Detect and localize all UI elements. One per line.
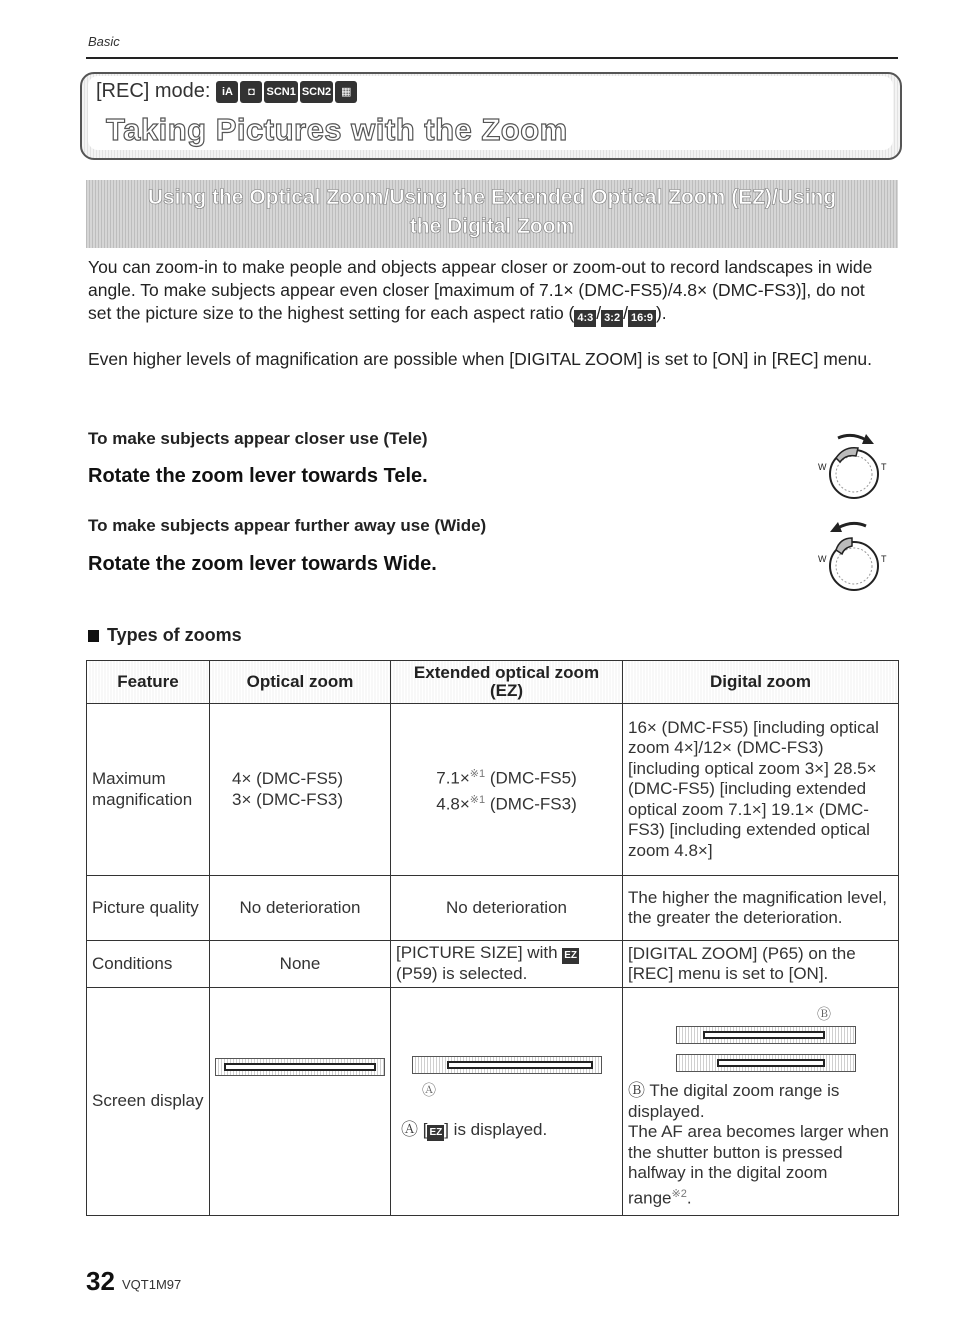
bullet-square-icon bbox=[88, 630, 99, 642]
cell-ez: No deterioration bbox=[391, 876, 623, 941]
cell-ez bbox=[391, 988, 623, 1216]
cell-optical bbox=[210, 988, 391, 1216]
table-row-picture-quality bbox=[87, 876, 899, 941]
table-row-screen-display bbox=[87, 988, 899, 1216]
digital-note-b: Ⓑ The digital zoom range is displayed. bbox=[628, 1081, 840, 1121]
cell-digital bbox=[623, 988, 899, 1216]
optical-zoom-bar bbox=[215, 1058, 385, 1076]
cell-optical: None bbox=[210, 941, 391, 988]
section-label: Basic bbox=[88, 34, 120, 49]
zoom-types-table bbox=[86, 660, 899, 1216]
ez-caption: Ⓐ [ EZ ] is displayed. bbox=[401, 1119, 548, 1139]
cell-feature: Conditions bbox=[87, 941, 210, 988]
header-feature: Feature bbox=[87, 661, 210, 704]
scene1-icon: SCN1 bbox=[264, 81, 297, 103]
section-banner-text bbox=[86, 183, 898, 241]
ez-icon: EZ bbox=[427, 1125, 444, 1141]
ez-zoom-bar bbox=[412, 1056, 602, 1074]
aspect-4-3-icon: 4:3 bbox=[574, 310, 596, 327]
ez-icon: EZ bbox=[562, 948, 579, 964]
zoom-lever-wide-icon bbox=[808, 518, 888, 598]
marker-a: Ⓐ bbox=[422, 1081, 436, 1098]
table-row-max-magnification bbox=[87, 704, 899, 876]
scene2-icon: SCN2 bbox=[300, 81, 333, 103]
table-row-conditions bbox=[87, 941, 899, 988]
types-heading: Types of zooms bbox=[88, 625, 242, 646]
digital-zoom-bar-top bbox=[676, 1026, 856, 1044]
page-number: 32 bbox=[86, 1266, 115, 1296]
header-digital: Digital zoom bbox=[623, 661, 899, 704]
intro-paragraph-2: Even higher levels of magnification are possible when [DIGITAL ZOOM] is set to [ON] in [REC] menu. bbox=[88, 349, 872, 369]
header-ez: Extended optical zoom (EZ) bbox=[391, 661, 623, 704]
lever-t-label: T bbox=[881, 554, 887, 564]
cell-ez: [PICTURE SIZE] with EZ (P59) is selected. bbox=[391, 941, 623, 988]
lever-w-label: W bbox=[818, 462, 827, 472]
cell-feature: Picture quality bbox=[87, 876, 210, 941]
cell-feature: Maximum magnification bbox=[87, 704, 210, 876]
header-rule bbox=[86, 57, 898, 59]
aspect-3-2-icon: 3:2 bbox=[601, 310, 623, 327]
tele-subhead: To make subjects appear closer use (Tele) bbox=[88, 429, 428, 448]
cell-digital: 16× (DMC-FS5) [including optical zoom 4×]/12× (DMC-FS3) [including optical zoom 3×] 28.5× (DMC-FS5) [including extended optical zoom 7.1×] 19.1× (DMC-FS3) [including extended optical zoom 4.8×] bbox=[623, 704, 899, 876]
motion-picture-icon: ▦ bbox=[335, 81, 357, 103]
digital-zoom-bar-bottom bbox=[676, 1054, 856, 1072]
lever-w-label: W bbox=[818, 554, 827, 564]
page-title: Taking Pictures with the Zoom bbox=[106, 112, 568, 147]
cell-digital: The higher the magnification level, the greater the deterioration. bbox=[623, 876, 899, 941]
rec-mode-row bbox=[96, 80, 357, 103]
banner-line-1: Using the Optical Zoom/Using the Extended Optical Zoom (EZ)/Using bbox=[147, 186, 837, 209]
wide-subhead: To make subjects appear further away use (Wide) bbox=[88, 516, 487, 535]
camera-mode-icon: ◘ bbox=[240, 81, 262, 103]
intro-paragraph-1: You can zoom-in to make people and objects appear closer or zoom-out to record landscapes in wide angle. To make subjects appear even closer [maximum of 7.1× (DMC-FS5)/4.8× (DMC-FS3)], do not set the picture size to the highest setting for each aspect ratio ( 4:3 / 3:2 / 16:9 ). bbox=[88, 256, 888, 327]
cell-optical: 4× (DMC-FS5) 3× (DMC-FS3) bbox=[210, 704, 391, 876]
table-header-row bbox=[87, 661, 899, 704]
cell-digital: [DIGITAL ZOOM] (P65) on the [REC] menu is set to [ON]. bbox=[623, 941, 899, 988]
aspect-16-9-icon: 16:9 bbox=[628, 310, 656, 327]
zoom-lever-tele-icon bbox=[808, 430, 888, 502]
cell-feature: Screen display bbox=[87, 988, 210, 1216]
header-optical: Optical zoom bbox=[210, 661, 391, 704]
document-code: VQT1M97 bbox=[122, 1277, 182, 1292]
mode-icons bbox=[216, 81, 357, 103]
marker-b: Ⓑ bbox=[817, 1006, 831, 1022]
digital-note-af: The AF area becomes larger when the shutter button is pressed halfway in the digital zoom range$^{※2}$. bbox=[628, 1122, 889, 1208]
wide-instruction: Rotate the zoom lever towards Wide. bbox=[88, 553, 437, 575]
lever-t-label: T bbox=[881, 462, 887, 472]
intelligent-auto-icon: iA bbox=[216, 81, 238, 103]
banner-line-2: the Digital Zoom bbox=[409, 215, 575, 238]
cell-optical: No deterioration bbox=[210, 876, 391, 941]
tele-instruction: Rotate the zoom lever towards Tele. bbox=[88, 465, 428, 487]
cell-ez: 7.1×$^{※1}$ (DMC-FS5) 4.8×$^{※1}$ (DMC-FS3) bbox=[391, 704, 623, 876]
rec-mode-label: [REC] mode: bbox=[96, 80, 211, 102]
